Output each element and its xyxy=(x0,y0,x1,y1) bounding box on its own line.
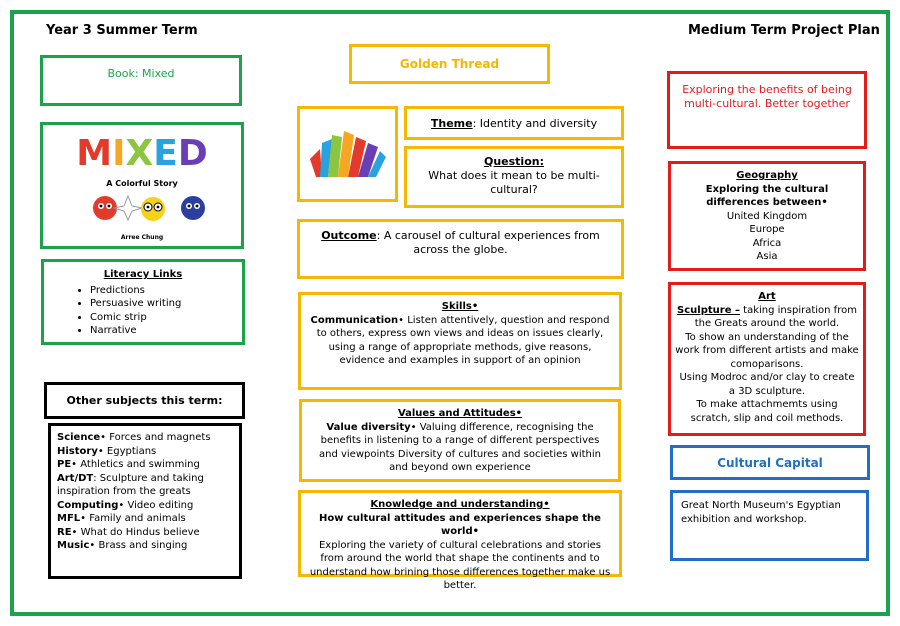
subject-name: History xyxy=(57,445,98,457)
art-line-3: Using Modroc and/or clay to create a 3D sculpture. xyxy=(679,372,855,397)
skills-label: Communication xyxy=(310,314,399,326)
subject-row xyxy=(57,458,235,472)
raised-hands-icon xyxy=(300,109,395,199)
subject-row xyxy=(57,512,235,526)
theme-label: Theme xyxy=(430,117,473,130)
geography-subtitle: Exploring the cultural differences between• xyxy=(705,183,829,208)
book-label: Book: Mixed xyxy=(107,67,175,80)
golden-thread-label: Golden Thread xyxy=(399,57,500,71)
subject-row xyxy=(57,539,235,553)
art-line-4: To make attachmemts using scratch, slip and coil methods. xyxy=(690,399,844,424)
literacy-links-title: Literacy Links xyxy=(103,269,183,280)
theme-box xyxy=(404,106,624,140)
book-cover-title-letter: M xyxy=(76,133,113,174)
subject-name: Science xyxy=(57,432,101,443)
literacy-link-item: • Predictions xyxy=(90,284,242,298)
book-cover-title-letter: X xyxy=(125,133,154,174)
subject-name: MFL xyxy=(57,513,81,524)
geography-item: Asia xyxy=(756,251,778,262)
other-subjects-list-box xyxy=(48,423,242,579)
book-cover-subtitle: A Colorful Story xyxy=(106,179,178,188)
outcome-label: Outcome xyxy=(321,229,377,242)
cultural-capital-title: Cultural Capital xyxy=(717,456,823,470)
art-box xyxy=(668,282,866,436)
literacy-links-box xyxy=(41,259,245,345)
outcome-text: : A carousel of cultural experiences from across the globe. xyxy=(376,229,600,256)
geography-list xyxy=(675,210,859,264)
subject-detail: • Video editing xyxy=(118,499,194,511)
values-text: • Valuing difference, recognising the benefits in listening to a range of different perspectives and viewpoints Diversity of cultures and societies within and beyond own experience xyxy=(318,421,602,473)
subject-detail: • Brass and singing xyxy=(89,540,188,551)
project-banner-text: Exploring the benefits of being multi-cultural. Better together xyxy=(682,83,852,110)
outcome-box xyxy=(297,219,624,279)
literacy-link-item: • Narrative xyxy=(90,324,242,338)
values-body xyxy=(310,421,610,475)
geography-item: United Kingdom xyxy=(726,210,808,222)
art-label: Sculpture – xyxy=(677,304,740,316)
hands-image-box xyxy=(297,106,398,202)
book-cover-title-letters xyxy=(76,135,207,173)
subject-detail: • Athletics and swimming xyxy=(71,459,200,470)
book-box xyxy=(40,55,242,106)
project-banner-box xyxy=(667,71,867,149)
subject-row xyxy=(57,445,235,459)
subject-name: Computing xyxy=(57,499,119,511)
skills-text: • Listen attentively, question and respond to others, express own views and ideas on issues clearly, using a range of appropriate methods, give reasons, evidence and examples in support of an opinion xyxy=(316,314,610,366)
subject-detail: • Forces and magnets xyxy=(100,432,211,443)
values-title: Values and Attitudes• xyxy=(397,408,523,419)
subject-detail: • Egyptians xyxy=(97,445,157,457)
golden-thread-box xyxy=(349,44,550,84)
other-subjects-list xyxy=(57,431,235,553)
cultural-capital-box xyxy=(670,490,869,561)
other-subjects-title: Other subjects this term: xyxy=(66,394,223,407)
skills-box xyxy=(298,292,622,390)
cultural-capital-header-box xyxy=(670,445,870,480)
sparkle-icon xyxy=(114,196,142,220)
skills-body xyxy=(309,314,611,368)
red-character-icon xyxy=(93,196,117,220)
subject-detail: • What do Hindus believe xyxy=(71,526,200,538)
book-cover-box xyxy=(40,122,244,249)
book-cover-author: Arree Chung xyxy=(120,234,164,241)
knowledge-box xyxy=(298,490,622,591)
subject-detail: : Sculpture and taking inspiration from the greats xyxy=(57,472,204,497)
geography-item: Europe xyxy=(749,224,785,235)
question-text: What does it mean to be multi-cultural? xyxy=(428,169,600,196)
geography-title: Geography xyxy=(736,170,798,181)
book-cover-title-letter: D xyxy=(177,133,208,174)
book-cover-title-letter: I xyxy=(112,133,126,174)
question-box xyxy=(404,146,624,208)
knowledge-label: How cultural attitudes and experiences shape the world• xyxy=(319,512,601,537)
geography-item: Africa xyxy=(752,237,782,249)
art-line-1 xyxy=(675,304,859,331)
art-text-1: taking inspiration from the Greats around the world. xyxy=(694,304,857,329)
subject-name: RE xyxy=(57,526,72,538)
art-title: Art xyxy=(758,291,776,302)
subject-row xyxy=(57,526,235,540)
question-label: Question: xyxy=(483,155,544,168)
header-plan-title: Medium Term Project Plan xyxy=(688,23,880,38)
subject-detail: • Family and animals xyxy=(80,513,186,524)
cultural-capital-text: Great North Museum's Egyptian exhibition and workshop. xyxy=(681,500,841,525)
book-cover-characters xyxy=(43,188,241,238)
theme-text: : Identity and diversity xyxy=(472,117,598,130)
subject-row xyxy=(57,472,235,499)
values-box xyxy=(299,399,621,482)
knowledge-text: Exploring the variety of cultural celebrations and stories from around the world that shape the continents and to understand how brining those differences together make us better. xyxy=(309,539,611,591)
outcome-line xyxy=(310,229,611,257)
literacy-link-item: • Comic strip xyxy=(90,311,242,325)
values-label: Value diversity xyxy=(326,421,411,433)
subject-name: Art/DT xyxy=(57,472,94,484)
theme-line xyxy=(407,117,621,131)
literacy-link-item: • Persuasive writing xyxy=(90,297,242,311)
art-line-2: To show an understanding of the work from different artists and make comoparisons. xyxy=(675,331,859,370)
book-cover-title xyxy=(43,135,241,179)
book-cover-title-letter: E xyxy=(153,133,178,174)
knowledge-title: Knowledge and understanding• xyxy=(370,499,550,510)
subject-row xyxy=(57,499,235,513)
header-term: Year 3 Summer Term xyxy=(46,23,198,38)
other-subjects-header-box xyxy=(44,382,245,419)
skills-title: Skills• xyxy=(441,301,479,312)
blue-character-icon xyxy=(181,196,205,220)
subject-row xyxy=(57,431,235,445)
geography-box xyxy=(668,161,866,271)
subject-name: Music xyxy=(57,540,90,551)
subject-name: PE xyxy=(57,459,72,470)
literacy-links-list xyxy=(44,284,242,338)
